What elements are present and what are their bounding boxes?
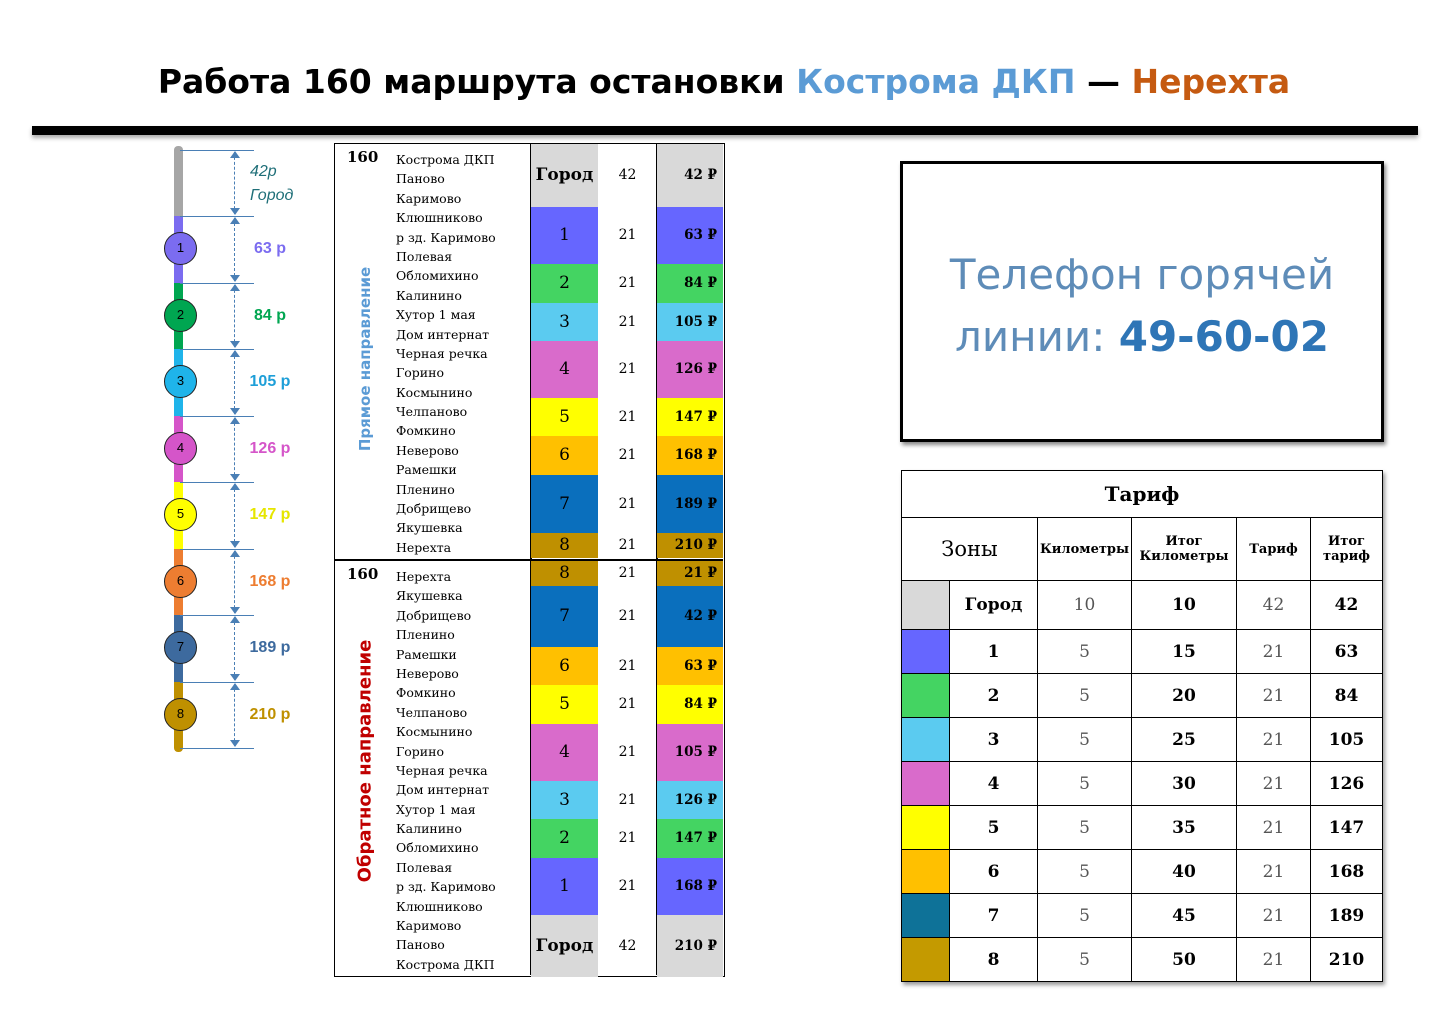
- km-cell: 21: [618, 658, 637, 674]
- arrow-up-icon: [230, 483, 240, 490]
- km-cell: 5: [1038, 718, 1132, 762]
- header-tariff: Тариф: [1237, 518, 1311, 581]
- zone-boundary-tick: [180, 682, 254, 683]
- stop-name: Горино: [396, 365, 444, 381]
- total-km-cell: 30: [1132, 762, 1237, 806]
- arrow-down-icon: [230, 408, 240, 415]
- total-tariff-cell: 42: [1311, 581, 1383, 630]
- km-cell: 21: [618, 275, 637, 291]
- zone-circle: 2: [164, 299, 197, 332]
- page-title: [0, 62, 1448, 101]
- price-cell: 189 ₽: [657, 475, 723, 533]
- zone-name-cell: Город: [950, 581, 1038, 630]
- stop-name: Кострома ДКП: [396, 956, 495, 972]
- total-km-cell: 15: [1132, 630, 1237, 674]
- stop-name: Добрищево: [396, 501, 472, 517]
- price-cell: 168 ₽: [657, 436, 723, 475]
- tariff-row: [902, 762, 1383, 806]
- city-price-label: 42р Город: [250, 163, 294, 204]
- stop-name: Обломихино: [396, 268, 479, 284]
- tariff-row: [902, 718, 1383, 762]
- zone-price-label: 105 р: [249, 373, 291, 390]
- title-destination: Нерехта: [1131, 62, 1291, 101]
- stop-name: Черная речка: [396, 345, 488, 361]
- tariff-row: [902, 806, 1383, 850]
- price-cell: 63 ₽: [657, 647, 723, 685]
- price-cell: 42 ₽: [657, 144, 723, 207]
- price-cell: 84 ₽: [657, 264, 723, 303]
- price-cell: 147 ₽: [657, 398, 723, 436]
- stop-name: Полевая: [396, 859, 453, 875]
- total-tariff-cell: 147: [1311, 806, 1383, 850]
- total-tariff-cell: 126: [1311, 762, 1383, 806]
- title-prefix: Работа 160 маршрута остановки: [157, 62, 797, 101]
- total-km-cell: 10: [1132, 581, 1237, 630]
- stop-name: Паново: [396, 937, 445, 953]
- arrow-up-icon: [230, 550, 240, 557]
- tariff-table: [901, 470, 1383, 982]
- km-cell: 21: [618, 227, 637, 243]
- stop-name: Обломихино: [396, 840, 479, 856]
- stop-name: Неверово: [396, 442, 459, 458]
- zone-boundary-tick: [180, 349, 254, 350]
- km-cell: 21: [618, 409, 637, 425]
- zone-cell: 8: [531, 561, 598, 586]
- price-cell: 84 ₽: [657, 685, 723, 724]
- zone-price-label: 210 р: [249, 705, 291, 723]
- total-tariff-cell: 168: [1311, 850, 1383, 894]
- arrow-down-icon: [230, 208, 240, 215]
- stop-name: Неверово: [396, 665, 459, 681]
- km-cell: 21: [618, 496, 637, 512]
- km-cell: 10: [1038, 581, 1132, 630]
- zone-boundary-tick: [180, 150, 254, 151]
- zone-cell: 3: [531, 781, 598, 819]
- arrow-down-icon: [230, 674, 240, 681]
- total-tariff-cell: 189: [1311, 894, 1383, 938]
- title-dash: —: [1075, 62, 1132, 101]
- title-origin: Кострома ДКП: [796, 62, 1076, 101]
- tariff-row: [902, 850, 1383, 894]
- zone-circle: 3: [164, 365, 197, 398]
- tariff-cell: 21: [1237, 630, 1311, 674]
- zone-cell: 1: [531, 207, 598, 264]
- total-tariff-cell: 84: [1311, 674, 1383, 718]
- km-cell: 21: [618, 792, 637, 808]
- arrow-up-icon: [230, 284, 240, 291]
- arrow-down-icon: [230, 607, 240, 614]
- km-cell: 5: [1038, 630, 1132, 674]
- zone-price-label: 189 р: [249, 639, 291, 656]
- stop-name: Горино: [396, 743, 444, 759]
- dimension-arrow: [234, 484, 235, 547]
- arrow-up-icon: [230, 151, 240, 158]
- arrow-down-icon: [230, 740, 240, 747]
- arrow-down-icon: [230, 341, 240, 348]
- zone-name-cell: 8: [950, 938, 1038, 982]
- zone-name-cell: 1: [950, 630, 1038, 674]
- tariff-cell: 42: [1237, 581, 1311, 630]
- header-km: Километры: [1038, 518, 1132, 581]
- forward-direction-label: Прямое направление: [356, 266, 374, 452]
- stop-name: Космынино: [396, 724, 473, 740]
- zone-price-label: 63 р: [253, 240, 286, 257]
- stop-name: Калинино: [396, 821, 462, 837]
- zone-price-label: 84 р: [253, 306, 286, 324]
- stop-name: Каримово: [396, 918, 462, 934]
- zone-cell: 5: [531, 685, 598, 724]
- zone-cell: 7: [531, 586, 598, 647]
- arrow-up-icon: [230, 616, 240, 623]
- zone-color-swatch: [902, 630, 950, 674]
- zone-cell: 3: [531, 303, 598, 341]
- zone-cell: 6: [531, 436, 598, 475]
- total-tariff-cell: 105: [1311, 718, 1383, 762]
- tariff-row: [902, 894, 1383, 938]
- zone-cell: 1: [531, 858, 598, 915]
- zone-circle: 8: [164, 698, 197, 731]
- dimension-arrow: [234, 152, 235, 214]
- zone-cell: Город: [531, 915, 598, 977]
- stop-name: Якушевка: [396, 520, 463, 536]
- stop-name: Клюшниково: [396, 898, 483, 914]
- stop-name: Каримово: [396, 190, 462, 206]
- stop-name: Рамешки: [396, 462, 457, 478]
- zone-name-cell: 5: [950, 806, 1038, 850]
- tariff-cell: 21: [1237, 850, 1311, 894]
- zone-cell: 4: [531, 724, 598, 781]
- dimension-arrow: [234, 617, 235, 680]
- hotline-phone: 49-60-02: [1118, 312, 1329, 361]
- zone-cell: 8: [531, 533, 598, 558]
- hotline-line1: Телефон горячей: [949, 250, 1335, 299]
- km-cell: 5: [1038, 894, 1132, 938]
- zone-color-swatch: [902, 806, 950, 850]
- price-cell: 105 ₽: [657, 303, 723, 341]
- total-tariff-cell: 63: [1311, 630, 1383, 674]
- zone-color-swatch: [902, 850, 950, 894]
- stop-name: Челпаново: [396, 704, 468, 720]
- stop-name: Калинино: [396, 287, 462, 303]
- zone-cell: 4: [531, 341, 598, 398]
- tariff-cell: 21: [1237, 894, 1311, 938]
- km-cell: 21: [618, 361, 637, 377]
- arrow-down-icon: [230, 541, 240, 548]
- arrow-up-icon: [230, 350, 240, 357]
- zone-boundary-tick: [180, 615, 254, 616]
- km-cell: 21: [618, 314, 637, 330]
- title-divider: [32, 126, 1418, 135]
- header-zones: Зоны: [902, 518, 1038, 581]
- km-cell: 5: [1038, 850, 1132, 894]
- stop-name: Добрищево: [396, 607, 472, 623]
- km-cell: 5: [1038, 938, 1132, 982]
- stop-name: Космынино: [396, 384, 473, 400]
- total-km-cell: 50: [1132, 938, 1237, 982]
- backward-section: [335, 561, 723, 976]
- tariff-row: [902, 581, 1383, 630]
- stop-name: р зд. Каримово: [396, 229, 496, 245]
- backward-direction-label: Обратное направление: [354, 639, 376, 883]
- zone-circle: 4: [164, 432, 197, 465]
- forward-stops-list: [396, 150, 531, 557]
- km-cell: 5: [1038, 762, 1132, 806]
- zone-price-label: 147 р: [249, 506, 291, 523]
- price-cell: 126 ₽: [657, 781, 723, 819]
- km-cell: 42: [618, 167, 637, 183]
- zone-name-cell: 7: [950, 894, 1038, 938]
- arrow-up-icon: [230, 217, 240, 224]
- dimension-arrow: [234, 684, 235, 746]
- dimension-arrow: [234, 285, 235, 347]
- zone-color-swatch: [902, 718, 950, 762]
- dimension-arrow: [234, 218, 235, 281]
- km-cell: 21: [618, 696, 637, 712]
- zone-cell: 6: [531, 647, 598, 685]
- stop-name: Пленино: [396, 481, 455, 497]
- km-cell: 21: [618, 537, 637, 553]
- stop-name: Дом интернат: [396, 782, 490, 798]
- arrow-up-icon: [230, 683, 240, 690]
- stop-name: Кострома ДКП: [396, 152, 495, 167]
- stop-name: Рамешки: [396, 646, 457, 662]
- arrow-down-icon: [230, 275, 240, 282]
- stop-name: Паново: [396, 171, 445, 187]
- tariff-cell: 21: [1237, 806, 1311, 850]
- stop-name: Хутор 1 мая: [396, 801, 476, 817]
- zone-cell: 7: [531, 475, 598, 533]
- km-cell: 21: [618, 744, 637, 760]
- stop-name: Нерехта: [396, 539, 452, 555]
- forward-section: [335, 144, 723, 559]
- price-cell: 21 ₽: [657, 561, 723, 586]
- zone-color-swatch: [902, 674, 950, 718]
- km-cell: 21: [618, 608, 637, 624]
- hotline-box: [900, 161, 1384, 442]
- zone-color-swatch: [902, 762, 950, 806]
- dimension-arrow: [234, 418, 235, 480]
- tariff-cell: 21: [1237, 718, 1311, 762]
- zone-circle: 1: [164, 232, 197, 265]
- stop-name: Фомкино: [396, 423, 456, 439]
- zone-cell: 2: [531, 819, 598, 858]
- zone-price-label: 168 р: [249, 572, 291, 590]
- route-table: [334, 143, 725, 977]
- arrow-up-icon: [230, 417, 240, 424]
- zone-boundary-tick: [180, 482, 254, 483]
- zone-name-cell: 3: [950, 718, 1038, 762]
- stop-name: Челпаново: [396, 404, 468, 420]
- zone-circle: 7: [164, 631, 197, 664]
- stop-name: Якушевка: [396, 588, 463, 604]
- tariff-cell: 21: [1237, 674, 1311, 718]
- tariff-row: [902, 674, 1383, 718]
- stop-name: Дом интернат: [396, 326, 490, 342]
- tariff-cell: 21: [1237, 762, 1311, 806]
- price-cell: 105 ₽: [657, 724, 723, 781]
- total-km-cell: 35: [1132, 806, 1237, 850]
- dimension-arrow: [234, 551, 235, 613]
- arrow-down-icon: [230, 474, 240, 481]
- route-number: 160: [347, 148, 379, 166]
- price-cell: 63 ₽: [657, 207, 723, 264]
- zone-boundary-tick: [180, 283, 254, 284]
- zone-cell: Город: [531, 144, 598, 207]
- price-cell: 210 ₽: [657, 533, 723, 558]
- price-cell: 210 ₽: [657, 915, 723, 977]
- zone-diagram: [150, 140, 340, 760]
- zone-circle: 6: [164, 565, 197, 598]
- tariff-row: [902, 630, 1383, 674]
- total-tariff-cell: 210: [1311, 938, 1383, 982]
- zone-cell: 5: [531, 398, 598, 436]
- zone-color-swatch: [902, 938, 950, 982]
- km-cell: 5: [1038, 674, 1132, 718]
- dimension-arrow: [234, 351, 235, 414]
- route-number: 160: [347, 565, 379, 583]
- header-total-km: Итог Километры: [1132, 518, 1237, 581]
- backward-stops-list: [396, 567, 531, 974]
- city-line-segment: [174, 146, 183, 216]
- zone-boundary-tick: [180, 549, 254, 550]
- zone-cell: 2: [531, 264, 598, 303]
- hotline-line2: линии: 49-60-02: [955, 312, 1329, 361]
- km-cell: 21: [618, 565, 637, 581]
- stop-name: р зд. Каримово: [396, 879, 496, 895]
- km-cell: 5: [1038, 806, 1132, 850]
- price-cell: 42 ₽: [657, 586, 723, 647]
- price-cell: 168 ₽: [657, 858, 723, 915]
- zone-color-swatch: [902, 581, 950, 630]
- zone-name-cell: 6: [950, 850, 1038, 894]
- km-cell: 21: [618, 447, 637, 463]
- header-total-tariff: Итог тариф: [1311, 518, 1383, 581]
- stop-name: Фомкино: [396, 685, 456, 701]
- zone-price-label: 126 р: [249, 439, 291, 457]
- stop-name: Полевая: [396, 248, 453, 264]
- tariff-cell: 21: [1237, 938, 1311, 982]
- zone-boundary-tick: [180, 416, 254, 417]
- zone-boundary-tick: [180, 216, 254, 217]
- zone-color-swatch: [902, 894, 950, 938]
- total-km-cell: 20: [1132, 674, 1237, 718]
- total-km-cell: 45: [1132, 894, 1237, 938]
- zone-circle: 5: [164, 498, 197, 531]
- total-km-cell: 25: [1132, 718, 1237, 762]
- zone-name-cell: 2: [950, 674, 1038, 718]
- km-cell: 21: [618, 878, 637, 894]
- stop-name: Хутор 1 мая: [396, 307, 476, 323]
- stop-name: Пленино: [396, 627, 455, 643]
- price-cell: 126 ₽: [657, 341, 723, 398]
- zone-name-cell: 4: [950, 762, 1038, 806]
- stop-name: Черная речка: [396, 762, 488, 778]
- km-cell: 21: [618, 830, 637, 846]
- stop-name: Нерехта: [396, 569, 452, 584]
- zone-boundary-tick: [180, 748, 254, 749]
- tariff-row: [902, 938, 1383, 982]
- stop-name: Клюшниково: [396, 210, 483, 226]
- km-cell: 42: [618, 938, 637, 954]
- total-km-cell: 40: [1132, 850, 1237, 894]
- tariff-caption: Тариф: [902, 471, 1383, 518]
- price-cell: 147 ₽: [657, 819, 723, 858]
